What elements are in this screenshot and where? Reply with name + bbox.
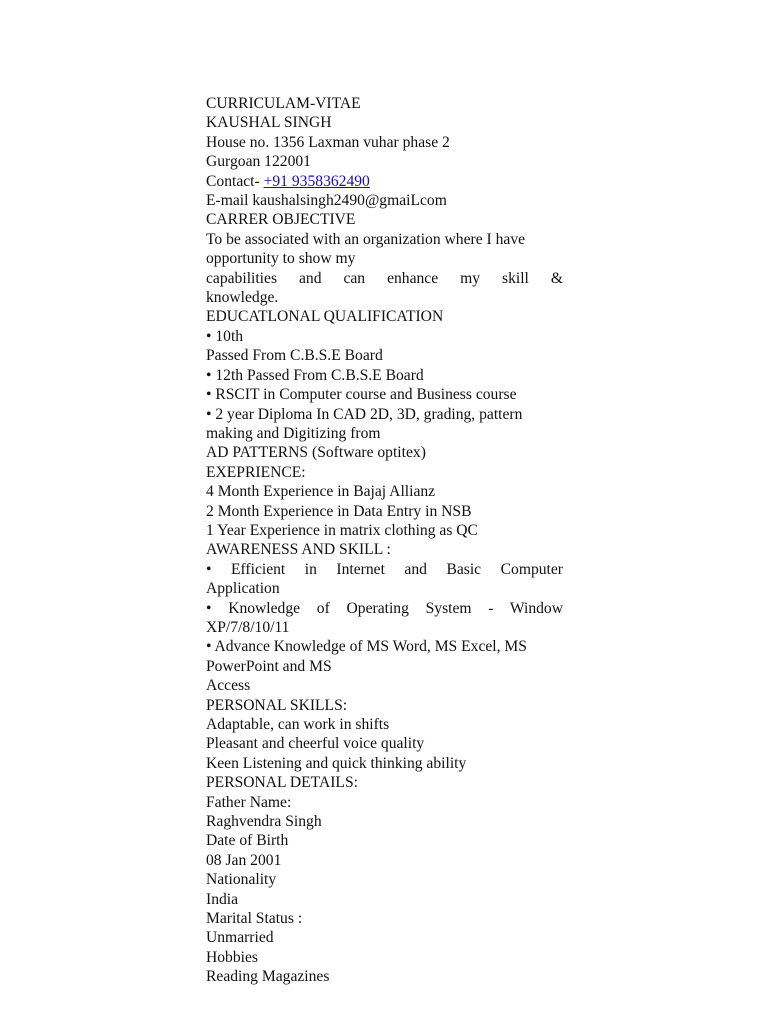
father-name-label: Father Name: (206, 793, 292, 811)
education-heading: EDUCATLONAL QUALIFICATION (206, 308, 444, 326)
awareness-line-6: PowerPoint and MS (206, 657, 332, 675)
awareness-line-1: • Efficient in Internet and Basic Computer (206, 560, 563, 578)
hobbies-label: Hobbies (206, 948, 258, 966)
objective-line-4: knowledge. (206, 289, 279, 307)
personal-skills-heading: PERSONAL SKILLS: (206, 696, 348, 714)
objective-line-2: opportunity to show my (206, 250, 356, 268)
email-line: E-mail kaushalsingh2490@gmaiLcom (206, 192, 447, 210)
contact-line (206, 172, 563, 191)
personal-details-heading: PERSONAL DETAILS: (206, 774, 358, 792)
dob-value: 08 Jan 2001 (206, 851, 282, 869)
nationality-label: Nationality (206, 871, 277, 889)
awareness-heading: AWARENESS AND SKILL : (206, 541, 391, 559)
awareness-line-3: • Knowledge of Operating System - Window (206, 599, 563, 617)
personal-skill-item: Keen Listening and quick thinking ability (206, 754, 467, 772)
address-line-1: House no. 1356 Laxman vuhar phase 2 (206, 133, 450, 151)
phone-link[interactable]: +91 9358362490 (263, 172, 370, 190)
personal-skill-item: Adaptable, can work in shifts (206, 716, 390, 733)
awareness-line-7: Access (206, 677, 251, 695)
nationality-value: India (206, 890, 239, 908)
education-item: • 10th (206, 327, 244, 345)
document-title: CURRICULAM-VITAE (206, 95, 361, 112)
objective-heading: CARRER OBJECTIVE (206, 211, 356, 229)
resume-document (206, 94, 563, 987)
education-item: • 2 year Diploma In CAD 2D, 3D, grading, pattern (206, 405, 523, 423)
contact-label: Contact- (206, 172, 264, 190)
education-item: making and Digitizing from (206, 424, 381, 442)
objective-line-3: capabilities and can enhance my skill & (206, 269, 563, 287)
education-item: • 12th Passed From C.B.S.E Board (206, 366, 424, 384)
marital-status-label: Marital Status : (206, 910, 303, 928)
dob-label: Date of Birth (206, 832, 289, 850)
awareness-line-2: Application (206, 580, 280, 598)
experience-item: 4 Month Experience in Bajaj Allianz (206, 483, 436, 501)
awareness-line-4: XP/7/8/10/11 (206, 618, 290, 636)
objective-line-1: To be associated with an organization where I have (206, 230, 526, 248)
education-item: • RSCIT in Computer course and Business course (206, 386, 517, 404)
father-name-value: Raghvendra Singh (206, 813, 322, 831)
personal-skill-item: Pleasant and cheerful voice quality (206, 735, 425, 753)
education-item: AD PATTERNS (Software optitex) (206, 444, 426, 462)
awareness-line-5: • Advance Knowledge of MS Word, MS Excel, MS (206, 638, 527, 656)
education-item: Passed From C.B.S.E Board (206, 347, 383, 365)
hobbies-value: Reading Magazines (206, 968, 330, 986)
experience-item: 1 Year Experience in matrix clothing as QC (206, 521, 478, 539)
experience-item: 2 Month Experience in Data Entry in NSB (206, 502, 472, 520)
candidate-name: KAUSHAL SINGH (206, 114, 332, 132)
experience-heading: EXEPRIENCE: (206, 463, 306, 481)
marital-status-value: Unmarried (206, 929, 274, 947)
address-line-2: Gurgoan 122001 (206, 153, 311, 171)
